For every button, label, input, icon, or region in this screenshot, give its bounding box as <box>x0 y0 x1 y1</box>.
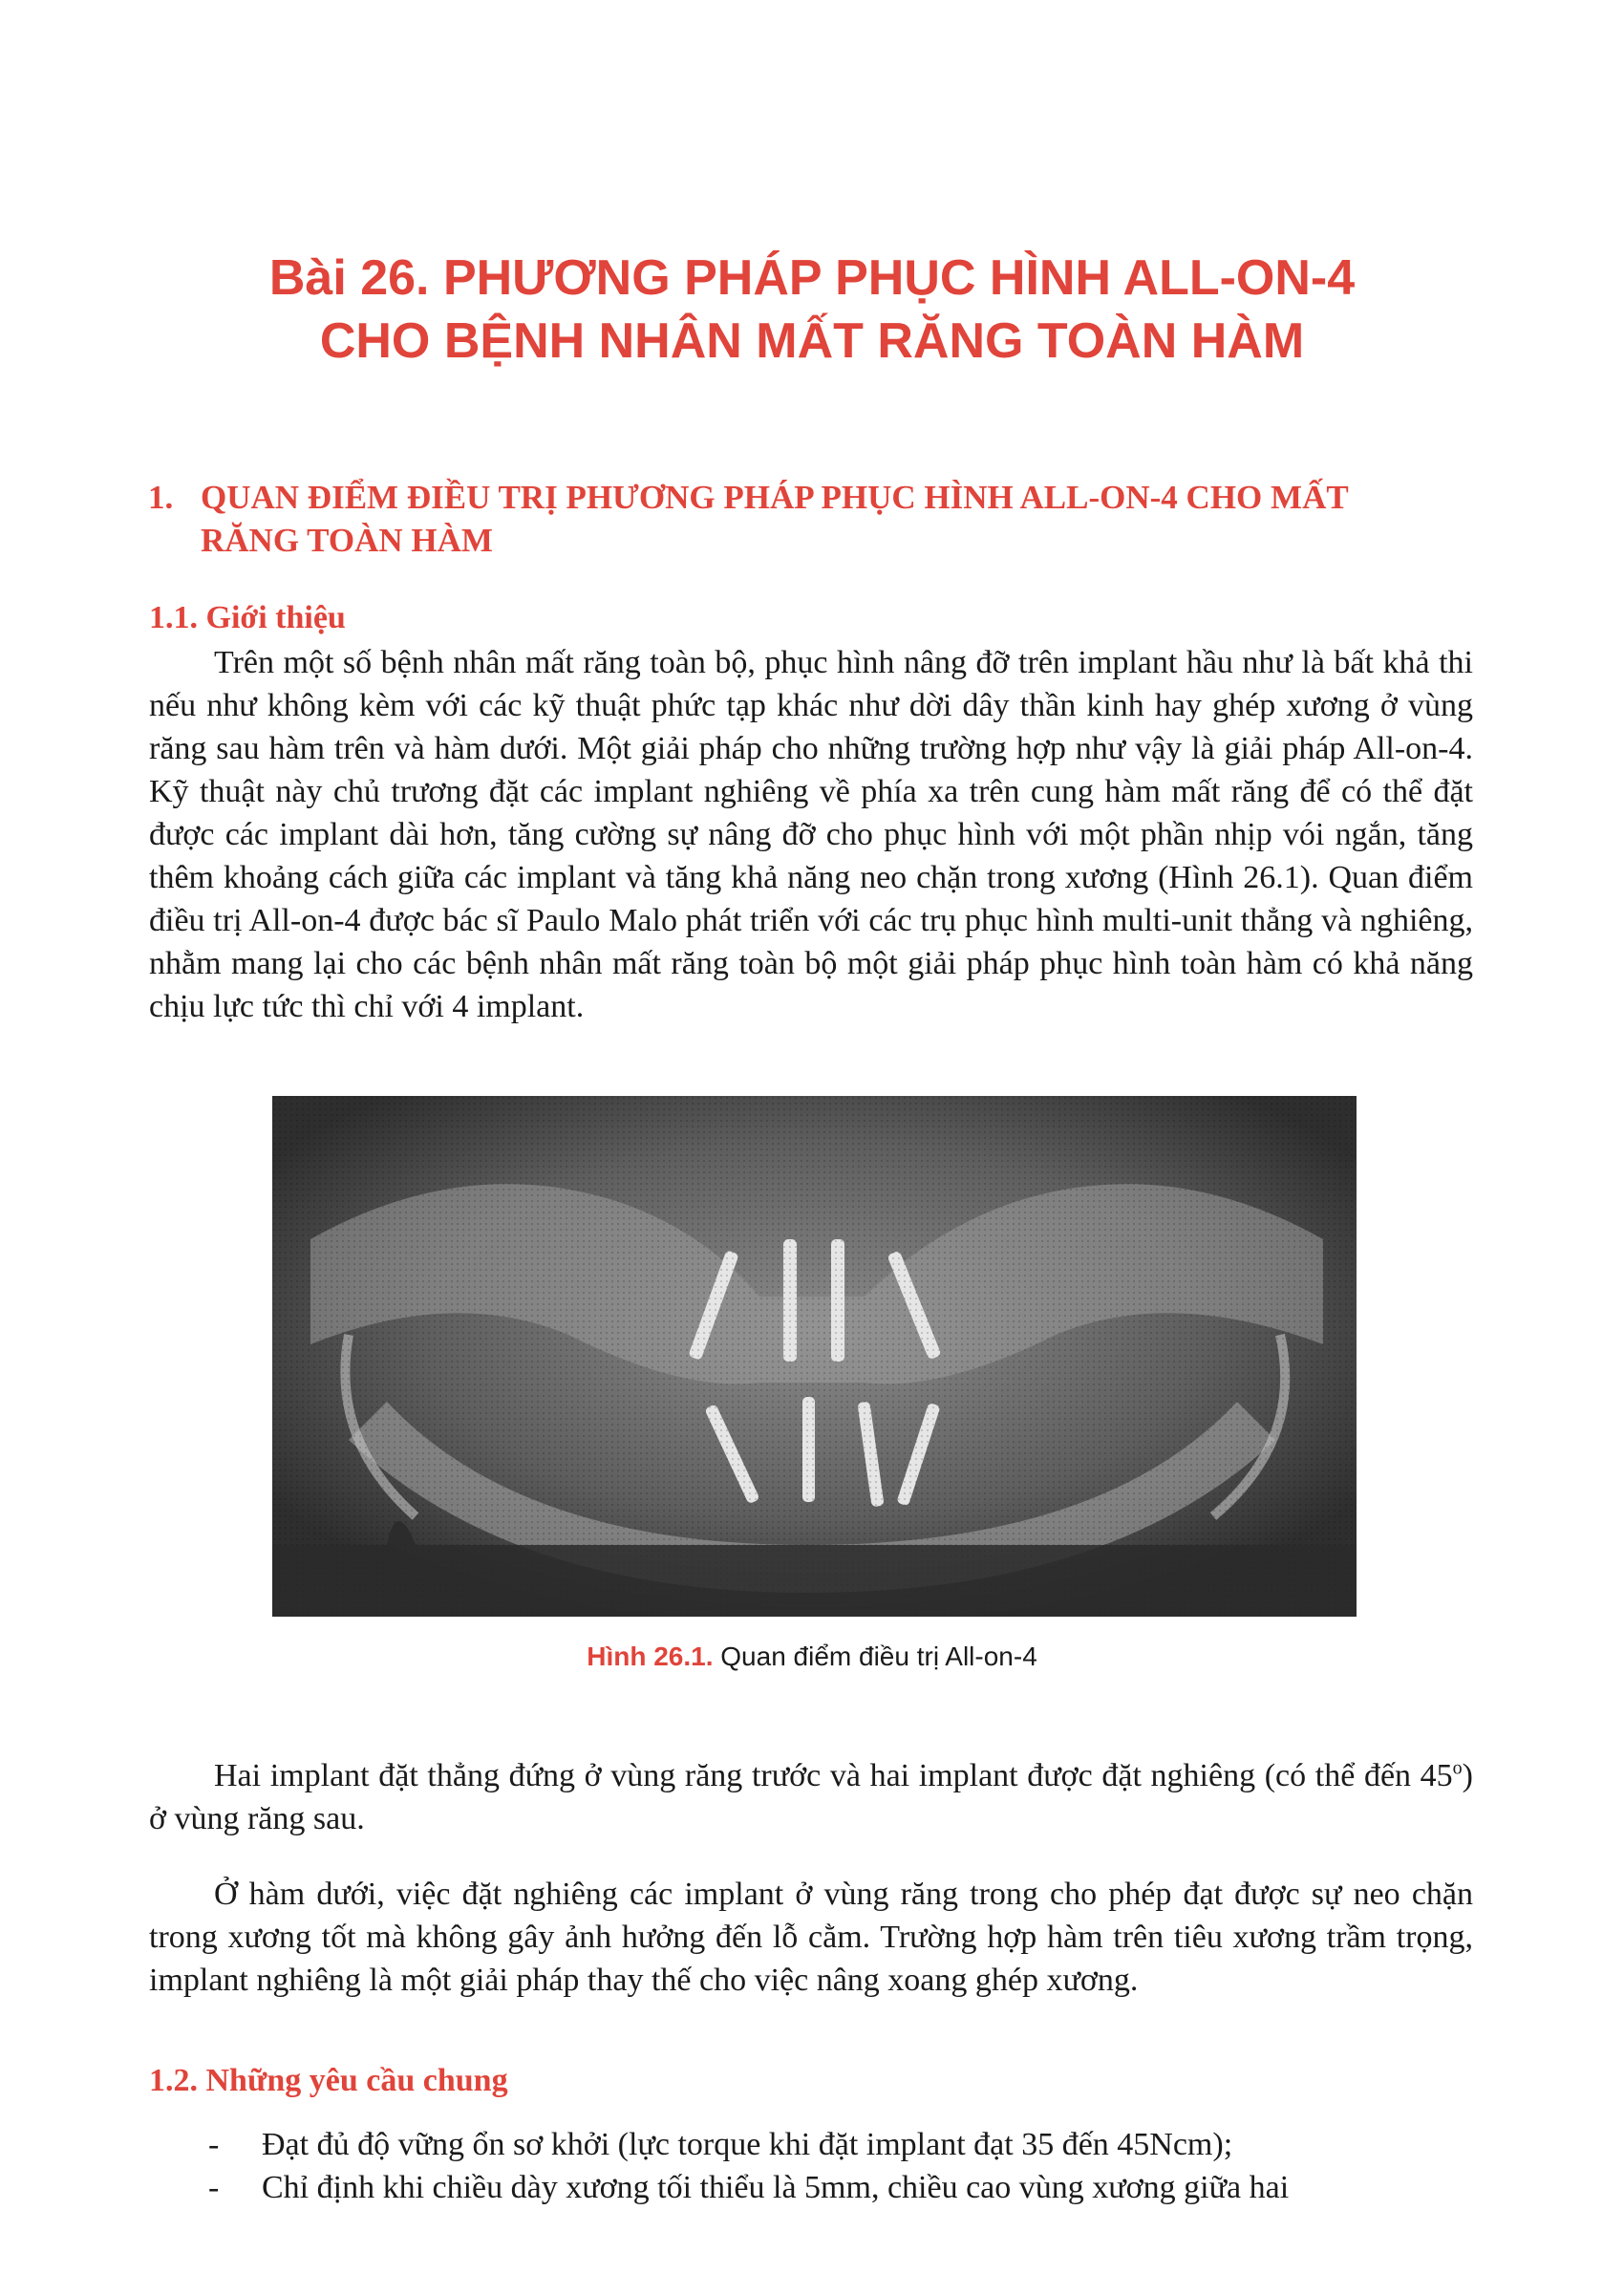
list-item-text: Đạt đủ độ vững ổn sơ khởi (lực torque khi đặt implant đạt 35 đến 45Ncm); <box>262 2127 1233 2162</box>
figure-caption <box>143 1640 1481 1674</box>
xray-figure <box>272 1096 1357 1617</box>
bullet-dash: - <box>208 2170 220 2205</box>
intro-paragraph-block <box>149 641 1473 1028</box>
paragraph-2-text: Hai implant đặt thẳng đứng ở vùng răng trước và hai implant được đặt nghiêng (có thể đến 45 <box>214 1758 1453 1793</box>
lesson-title <box>143 247 1481 373</box>
section-1-2-heading: 1.2. Những yêu cầu chung <box>149 2063 508 2098</box>
paragraph-3-text: Ở hàm dưới, việc đặt nghiêng các implant ở vùng răng trong cho phép đạt được sự neo chặn trong xương tốt mà không gây ảnh hưởng đến lỗ cằm. Trường hợp hàm trên tiêu xương trầm trọng, implant nghiêng là một giải pháp thay thế cho việc nâng xoang ghép xương. <box>149 1877 1473 1998</box>
paragraph-3 <box>149 1873 1473 2002</box>
section-1-number: 1. <box>148 479 174 516</box>
list-item-text: Chỉ định khi chiều dày xương tối thiểu là 5mm, chiều cao vùng xương giữa hai <box>262 2170 1290 2205</box>
section-1-heading-line-1: QUAN ĐIỂM ĐIỀU TRỊ PHƯƠNG PHÁP PHỤC HÌNH ALL-ON-4 CHO MẤT <box>201 479 1349 516</box>
figure-caption-text: Quan điểm điều trị All-on-4 <box>720 1642 1037 1671</box>
intro-paragraph: Trên một số bệnh nhân mất răng toàn bộ, phục hình nâng đỡ trên implant hầu như là bất khả thi nếu như không kèm với các kỹ thuật phức tạp khác như dời dây thần kinh hay ghép xương ở vùng răng sau hàm trên và hàm dưới. Một giải pháp cho những trường hợp như vậy là giải pháp All-on-4. Kỹ thuật này chủ trương đặt các implant nghiêng về phía xa trên cung hàm mất răng để có thể đặt được các implant dài hơn, tăng cường sự nâng đỡ cho phục hình với một phần nhịp vói ngắn, tăng thêm khoảng cách giữa các implant và tăng khả năng neo chặn trong xương (Hình 26.1). Quan điểm điều trị All-on-4 được bác sĩ Paulo Malo phát triển với các trụ phục hình multi-unit thẳng và nghiêng, nhằm mang lại cho các bệnh nhân mất răng toàn bộ một giải pháp phục hình toàn hàm có khả năng chịu lực tức thì chỉ với 4 implant. <box>149 645 1473 1024</box>
paragraph-2 <box>149 1754 1473 1840</box>
section-1-heading-line-2: RĂNG TOÀN HÀM <box>201 522 493 559</box>
requirements-list <box>149 2123 1477 2209</box>
lesson-title-line-2: CHO BỆNH NHÂN MẤT RĂNG TOÀN HÀM <box>319 313 1305 369</box>
paragraph-2-end: ) ở vùng răng sau. <box>149 1758 1473 1836</box>
panoramic-xray-image <box>272 1096 1357 1617</box>
section-1-1-heading: 1.1. Giới thiệu <box>149 600 346 635</box>
figure-label: Hình 26.1. <box>587 1642 714 1671</box>
lesson-title-line-1: Bài 26. PHƯƠNG PHÁP PHỤC HÌNH ALL-ON-4 <box>268 250 1356 306</box>
degree-sup: o <box>1452 1757 1463 1779</box>
list-item <box>149 2123 1477 2166</box>
list-item <box>149 2166 1477 2209</box>
bullet-dash: - <box>208 2127 220 2162</box>
